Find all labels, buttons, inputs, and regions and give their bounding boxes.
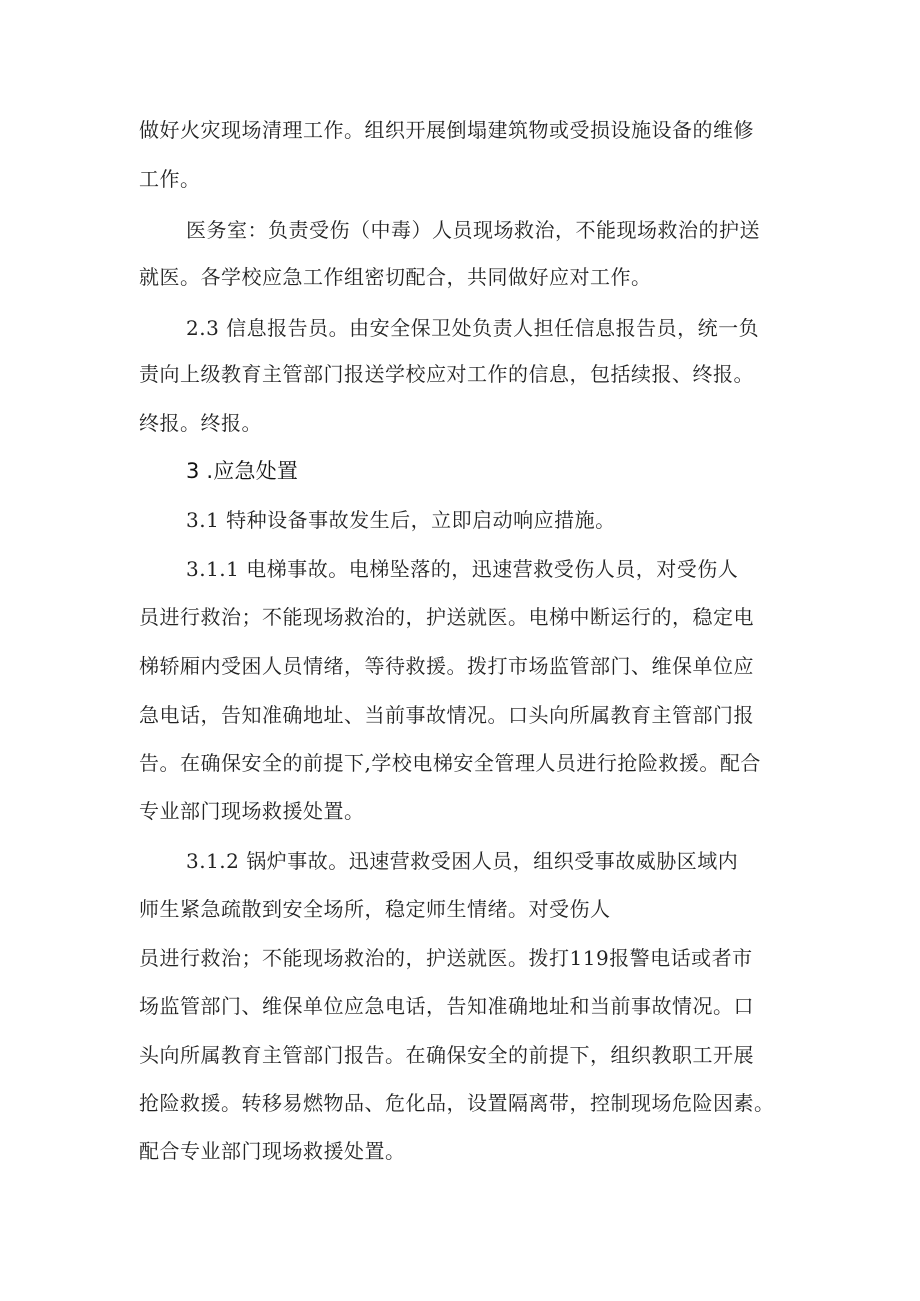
text-line-21: 抢险救援。转移易燃物品、危化品，设置隔离带，控制现场危险因素。 (139, 1091, 775, 1115)
text-line-15: 专业部门现场救援处置。 (139, 799, 365, 823)
text-line-3: 医务室：负责受伤（中毒）人员现场救治，不能现场救治的护送 (186, 218, 760, 242)
text-line-22: 配合专业部门现场救援处置。 (139, 1139, 406, 1163)
text-line-4: 就医。各学校应急工作组密切配合，共同做好应对工作。 (139, 265, 652, 289)
text-line-9: 3.1 特种设备事故发生后，立即启动响应措施。 (186, 508, 616, 532)
text-line-12: 梯轿厢内受困人员情绪，等待救援。拨打市场监管部门、维保单位应 (139, 654, 754, 678)
text-line-11: 员进行救治；不能现场救治的，护送就医。电梯中断运行的，稳定电 (139, 605, 754, 629)
text-line-18: 员进行救治；不能现场救治的，护送就医。拨打119报警电话或者市 (139, 946, 753, 970)
text-line-14: 告。在确保安全的前提下,学校电梯安全管理人员进行抢险救援。配合 (139, 751, 761, 775)
text-line-13: 急电话，告知准确地址、当前事故情况。口头向所属教育主管部门报 (139, 703, 754, 727)
text-line-2: 工作。 (139, 167, 201, 191)
text-line-19: 场监管部门、维保单位应急电话，告知准确地址和当前事故情况。口 (139, 994, 754, 1018)
text-line-6: 责向上级教育主管部门报送学校应对工作的信息，包括续报、终报。 (139, 362, 754, 386)
section-heading: 3 .应急处置 (186, 459, 299, 483)
text-line-5: 2.3 信息报告员。由安全保卫处负责人担任信息报告员，统一负 (186, 316, 760, 340)
text-line-7: 终报。终报。 (139, 411, 262, 435)
text-line-1: 做好火灾现场清理工作。组织开展倒塌建筑物或受损设施设备的维修 (139, 118, 754, 142)
text-line-10: 3.1.1 电梯事故。电梯坠落的，迅速营救受伤人员，对受伤人 (186, 557, 739, 581)
text-line-16: 3.1.2 锅炉事故。迅速营救受困人员，组织受事故威胁区域内 (186, 849, 739, 873)
text-line-20: 头向所属教育主管部门报告。在确保安全的前提下，组织教职工开展 (139, 1043, 754, 1067)
text-line-17: 师生紧急疏散到安全场所，稳定师生情绪。对受伤人 (139, 897, 611, 921)
